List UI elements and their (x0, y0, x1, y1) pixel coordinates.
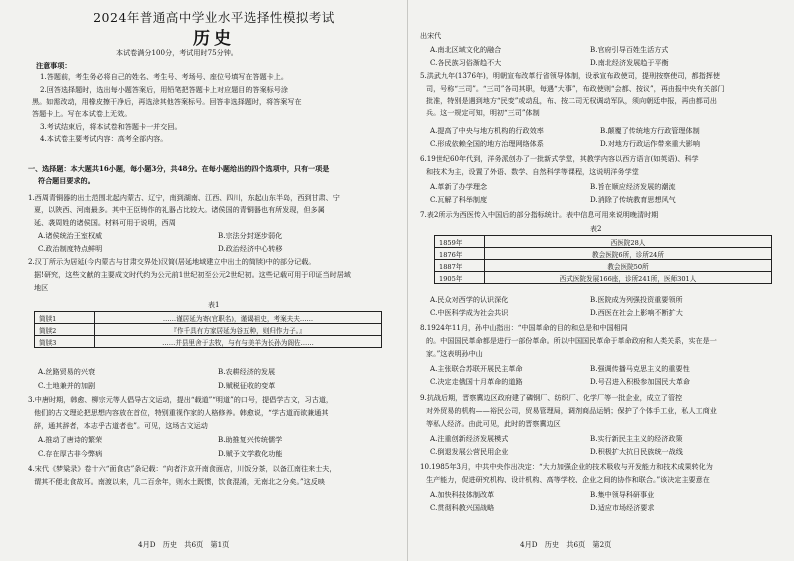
table-cell: 1887年 (435, 260, 485, 272)
score-info: 本试卷满分100分，考试用时75分钟。 (116, 48, 238, 57)
q4-option-a: A.南北区域文化的融合 (430, 45, 502, 54)
question-1-text: 夏，以陕西、河南最多。其中王臣铸作的礼器占比较大。诸侯国的青铜器也有所发现，但多属 (34, 205, 325, 214)
question-9-text: 等私人经济。由此可见，此时的晋察冀边区 (426, 419, 561, 428)
table-cell: 简牍1 (35, 312, 95, 324)
note-line: 答题卡上。写在本试卷上无效。 (32, 109, 132, 118)
note-line: 4.本试卷主要考试内容：高考全部内容。 (40, 134, 168, 143)
section-heading: 符合题目要求的。 (38, 176, 95, 185)
question-2-text: 地区 (34, 283, 49, 292)
q6-option-a: A.革新了办学理念 (430, 182, 488, 191)
q8-option-b: B.强调传播马克思主义的重要性 (590, 364, 690, 373)
table-row (435, 260, 772, 272)
q2-option-d: D.赋税征收的变革 (218, 381, 276, 390)
q2-option-b: B.农耕经济的发展 (218, 367, 276, 376)
question-9-text: 对外贸易的机构——裕民公司，贸易管理局，调剂商品运销；保护了个体手工业，私人工商业 (426, 406, 717, 415)
q4-option-c: C.各民族习俗渐趋不大 (430, 58, 502, 67)
table-cell: 教会医院50所 (485, 260, 772, 272)
table-cell: 1876年 (435, 248, 485, 260)
table-row (435, 272, 772, 284)
table-cell: 简牍3 (35, 336, 95, 348)
q2-option-a: A.丝路贸易的兴衰 (38, 367, 96, 376)
q6-option-d: D.消除了传统教育思想风气 (590, 195, 676, 204)
question-4-text: 4.宋代《梦粱录》卷十六“面食店”条记载：“向者汴京开南食面店，川饭分茶，以备江南往来士夫， (28, 464, 337, 473)
table-cell: 西医院28人 (485, 236, 772, 248)
q4-option-d: D.南北经济发展趋于平衡 (590, 58, 669, 67)
q7-option-d: D.西医在社会上影响不断扩大 (590, 308, 683, 317)
q3-option-d: D.赋予文学救化功能 (218, 449, 283, 458)
left-page (28, 0, 400, 561)
q8-option-d: D.号召进入积极参加国民大革命 (590, 377, 690, 386)
notes-heading: 注意事项： (36, 61, 72, 70)
q10-option-b: B.集中领导科研事业 (590, 490, 655, 499)
q10-option-c: C.贯彻科教兴国战略 (430, 503, 495, 512)
question-8-text: 8.1924年11月，孙中山指出：“中国革命的目的和总是和中国相同 (420, 323, 628, 332)
page-divider (407, 0, 408, 561)
q9-option-c: C.倒退发展公营民用企业 (430, 447, 509, 456)
note-line: 黑。如需改动，用橡皮擦干净后，再选涂其他答案标号。回答非选择题时，将答案写在 (32, 97, 302, 106)
question-1-text: 延、袭周姓的诸侯国。材料可用于说明，西周 (34, 218, 176, 227)
q9-option-a: A.注重创新经济发展模式 (430, 434, 509, 443)
question-3-text: 3.中唐时期，韩愈、柳宗元等人倡导古文运动，提出“载道”“明道”的口号，提倡学古文，习古道， (28, 395, 334, 404)
question-9-text: 9.抗战后期，晋察冀边区政府建了磷钢厂、纺织厂、化学厂等一批企业，成立了管控 (420, 393, 683, 402)
q1-option-c: C.政治制度特点鲜明 (38, 244, 103, 253)
question-5-text: 兵。这一规定可知，明初“三司”体制 (426, 108, 540, 117)
table-row (35, 324, 382, 336)
table-cell: 简牍2 (35, 324, 95, 336)
q5-option-c: C.形成依赖全国的地方治理网络体系 (430, 139, 544, 148)
q1-option-a: A.诸侯统治王室权威 (38, 231, 103, 240)
page-footer: 4月D 历史 共6页 第1页 (138, 540, 230, 549)
q7-option-a: A.民众对西学的认识深化 (430, 295, 509, 304)
table-cell: 西式医院发展166座，诊所241所，医师301人 (485, 272, 772, 284)
question-2-text: 2.汉丁所示为居延(今内蒙古与甘肃交界处)汉简(居延地域建立中出土的简牍)中的部分记载。 (28, 257, 316, 266)
q4-option-b: B.官府引导百姓生活方式 (590, 45, 669, 54)
q5-option-a: A.提高了中央与地方机构的行政效率 (430, 126, 544, 135)
q3-option-b: B.助推复兴传统儒学 (218, 435, 283, 444)
q6-option-c: C.瓦解了科举制度 (430, 195, 488, 204)
question-5-text: 5.洪武九年(1376年)，明朝宣布改革行省领导体制，设承宣布政使司，提刑按察使司，都指挥使 (420, 71, 720, 80)
table-row (35, 336, 382, 348)
q8-option-a: A.主张联合苏联开展民主革命 (430, 364, 523, 373)
table-2-caption: 表2 (590, 225, 602, 233)
q7-option-c: C.中医科学成为社会共识 (430, 308, 509, 317)
q10-option-d: D.适应市场经济要求 (590, 503, 655, 512)
question-8-text: 家。”这表明孙中山 (426, 349, 483, 358)
question-3-text: 他们的古文理论把思想内容放在首位，特别重视作家的人格修养。韩愈说，“学古道而欲兼通其 (34, 408, 329, 417)
question-8-text: 的。中国国民革命都是进行一部份革命。所以中国国民革命于革命政府和人类关系，实在是一 (426, 336, 717, 345)
table-cell: 『作千具有方家居延为谷五种，则归作力子。』 (95, 324, 382, 336)
page-footer: 4月D 历史 共6页 第2页 (520, 540, 612, 549)
section-heading: 一、选择题：本大题共16小题，每小题3分，共48分。在每小题给出的四个选项中，只有一项是 (28, 164, 330, 173)
q5-option-b: B.颠覆了传统地方行政管理体制 (600, 126, 700, 135)
table-1 (34, 311, 382, 348)
q3-option-c: C.存在厚古非今弊病 (38, 449, 103, 458)
table-row (435, 248, 772, 260)
q2-option-c: C.土地兼并的加剧 (38, 381, 96, 390)
table-cell: 1905年 (435, 272, 485, 284)
q1-option-d: D.政治经济中心转移 (218, 244, 283, 253)
question-2-text: 据!研究，这些文献的主要成文时代约为公元前1世纪初至公元2世纪初。这些记载可用于印证当时居域 (34, 270, 351, 279)
question-10-text: 10.1985年3月，中共中央作出决定：“大力加强企业的技术吸收与开发能力和技术成果转化为 (420, 462, 713, 471)
note-line: 3.考试结束后，将本试卷和答题卡一并交回。 (40, 122, 182, 131)
q10-option-a: A.加快科技体制改革 (430, 490, 495, 499)
exam-title: 2024年普通高中学业水平选择性模拟考试 (93, 10, 335, 25)
table-cell: ……并县里舍于去牧，与有与美羊为长孙为阁佐…… (95, 336, 382, 348)
question-10-text: 生产能力，促进研究机构、设计机构、高等学校、企业之间的协作和联合。”该决定主要意在 (426, 475, 710, 484)
table-cell: ……谨居延为寄(官职名)，谨谒祖史，考案夫夫…… (95, 312, 382, 324)
q9-option-d: D.积极扩大抗日民族统一战线 (590, 447, 683, 456)
question-5-text: 批准，特别是遇到地方“民变”或动乱，布、按二司无权调动军队，须向朝廷申报，再由都司出 (426, 96, 718, 105)
q7-option-b: B.医院成为列强投资重要领所 (590, 295, 683, 304)
question-1-text: 1.西周青铜器的出土范围北起内蒙古、辽宁，南到湖南、江西、四川，东起山东半岛，西到甘肃、宁 (28, 193, 340, 202)
table-1-caption: 表1 (208, 301, 220, 309)
note-line: 1.答题前，考生务必将自己的姓名、考生号、考场号、座位号填写在答题卡上。 (40, 72, 288, 81)
q3-option-a: A.推动了唐诗的繁荣 (38, 435, 103, 444)
subject-title: 历史 (193, 29, 235, 49)
question-4-continued: 出宋代 (420, 31, 442, 40)
table-cell: 1859年 (435, 236, 485, 248)
q9-option-b: B.实行新民主主义的经济政策 (590, 434, 683, 443)
table-row (435, 236, 772, 248)
q5-option-d: D.对地方行政运作带来重大影响 (600, 139, 700, 148)
question-6-text: 6.19世纪60年代到，洋务派创办了一批新式学堂，其教学内容以西方语言(如英语)、科学 (420, 154, 699, 163)
table-cell: 教会医院6所，诊所24所 (485, 248, 772, 260)
question-6-text: 和技术为主，设置了外语、数学、自然科学等课程，这说明洋务学堂 (426, 167, 639, 176)
question-7-text: 7.表2所示为西医传入中国后的部分指标统计。表中信息可用来说明晚清时期 (420, 210, 659, 219)
table-2 (434, 235, 772, 284)
question-4-text: 谓其不便北食故耳。南渡以来，几二百余年，则水土既惯，饮食混淆，无南北之分矣。”这反映 (34, 477, 325, 486)
note-line: 2.回答选择题时，选出每小题答案后，用铅笔把答题卡上对应题目的答案标号涂 (40, 85, 288, 94)
q1-option-b: B.宗法分封逐步弱化 (218, 231, 283, 240)
question-3-text: 辞，通其辞者，本志乎古道者也”。可见，这场古文运动 (34, 421, 208, 430)
q8-option-c: C.决定走俄国十月革命的道路 (430, 377, 523, 386)
q6-option-b: B.旨在顺应经济发展的潮流 (590, 182, 676, 191)
right-page (420, 0, 774, 561)
table-row (35, 312, 382, 324)
question-5-text: 司，号称“三司”。“三司”各司其职，每遇“大事”，布政使则“会都、按议”，再由报中央有关部门 (426, 84, 725, 93)
